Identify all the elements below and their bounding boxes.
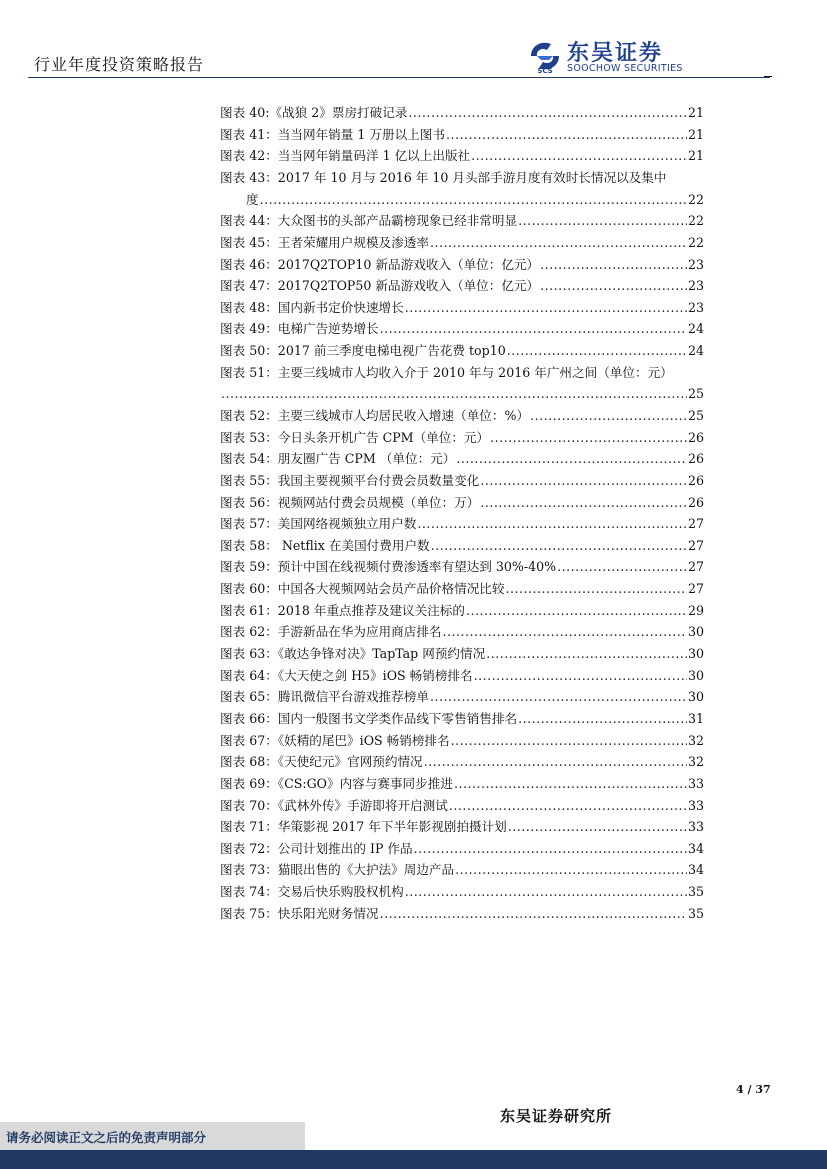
toc-entry-label: 图表 69：《CS:GO》内容与赛事同步推进 [220,775,453,791]
toc-entry-page: 21 [687,126,704,142]
report-type-title: 行业年度投资策略报告 [34,55,205,74]
toc-entry[interactable] [220,470,704,492]
toc-entry-page: 35 [687,905,704,921]
header-divider [28,77,770,78]
toc-entry-page: 30 [687,667,704,683]
toc-leader-dots [443,621,687,643]
toc-leader-dots [417,513,687,535]
toc-entry-label: 图表 58： Netflix 在美国付费用户数 [220,537,430,553]
toc-entry-page: 25 [687,386,704,402]
toc-leader-dots [431,535,687,557]
toc-entry-label: 图表 57：美国网络视频独立用户数 [220,516,417,532]
toc-entry[interactable] [220,665,704,687]
toc-entry-label: 图表 67：《妖精的尾巴》iOS 畅销榜排名 [220,732,450,748]
toc-leader-dots [260,189,687,211]
toc-entry[interactable] [220,903,704,925]
toc-entry-page: 21 [687,105,704,120]
toc-entry-label: 图表 53：今日头条开机广告 CPM（单位：元） [220,429,490,445]
toc-leader-dots [540,254,687,276]
toc-entry-page: 25 [687,408,704,423]
toc-entry-label: 图表 61：2018 年重点推荐及建议关注标的 [220,602,465,618]
toc-entry[interactable] [220,708,704,730]
toc-entry-label: 图表 42：当当网年销量码洋 1 亿以上出版社 [220,148,471,164]
toc-entry-label: 图表 65：腾讯微信平台游戏推荐榜单 [220,689,429,705]
toc-entry[interactable] [220,405,704,427]
toc-leader-dots [480,470,687,492]
toc-entry[interactable] [220,210,704,232]
toc-entry-page: 24 [687,321,704,337]
toc-leader-dots [414,838,687,860]
scs-logo-icon [527,38,563,74]
toc-entry[interactable] [220,730,704,752]
header-dash-mark [764,76,772,77]
toc-entry-label: 图表 48：国内新书定价快速增长 [220,299,404,315]
toc-entry[interactable] [220,773,704,795]
toc-entry-label: 图表 66：国内一般图书文学类作品线下零售销售排名 [220,710,518,726]
toc-entry-label-continued: 度 [246,191,259,207]
toc-entry-page: 21 [687,148,704,164]
toc-entry-label: 图表 46：2017Q2TOP10 新品游戏收入（单位：亿元） [220,256,540,272]
toc-entry-label: 图表 44：大众图书的头部产品霸榜现象已经非常明显 [220,213,518,229]
toc-leader-dots [490,427,687,449]
toc-entry[interactable] [220,600,704,622]
toc-leader-dots [518,210,687,232]
toc-leader-dots [430,232,687,254]
toc-entry-label: 图表 52：主要三线城市人均居民收入增速（单位：%） [220,408,530,423]
toc-entry[interactable] [220,751,704,773]
institute-name: 东吴证券研究所 [500,1107,613,1125]
toc-entry-page: 34 [687,862,704,878]
footer-disclaimer-text: 请务必阅读正文之后的免责声明部分 [6,1130,207,1145]
toc-leader-dots [451,730,687,752]
toc-leader-dots [480,492,687,514]
toc-entry[interactable] [220,275,704,297]
toc-leader-dots [405,881,687,903]
figure-table-of-contents [220,102,704,924]
toc-entry-label: 图表 62：手游新品在华为应用商店排名 [220,624,442,640]
toc-entry-label: 图表 55：我国主要视频平台付费会员数量变化 [220,472,480,488]
toc-entry-page: 23 [687,256,704,272]
toc-entry-label: 图表 47：2017Q2TOP50 新品游戏收入（单位：亿元） [220,278,540,294]
toc-entry-page: 26 [687,494,704,510]
toc-entry-label: 图表 51：主要三线城市人均收入介于 2010 年与 2016 年广州之间（单位：元） [220,364,673,380]
toc-leader-dots [221,383,687,405]
toc-entry-page: 26 [687,451,704,467]
toc-entry[interactable] [220,556,704,578]
toc-entry[interactable] [220,621,704,643]
toc-leader-dots [449,795,687,817]
toc-entry-page: 22 [687,191,704,207]
toc-entry-page: 33 [687,797,704,813]
toc-entry-page: 27 [687,537,704,553]
toc-entry-page: 23 [687,299,704,315]
toc-entry-page: 31 [687,710,704,726]
toc-leader-dots [471,145,687,167]
toc-entry-page: 33 [687,775,704,791]
toc-entry-page: 22 [687,213,704,229]
toc-leader-dots [408,102,687,124]
toc-entry[interactable] [220,643,704,665]
toc-entry-page: 27 [687,559,704,575]
toc-entry[interactable] [220,816,704,838]
toc-entry-label: 图表 74：交易后快乐购股权机构 [220,884,404,900]
toc-entry-page: 34 [687,840,704,856]
toc-entry[interactable] [220,513,704,535]
toc-entry-label: 图表 50：2017 前三季度电梯电视广告花费 top10 [220,343,506,359]
toc-leader-dots [466,600,687,622]
toc-leader-dots [486,643,687,665]
toc-entry-page: 35 [687,884,704,900]
toc-entry[interactable] [220,535,704,557]
toc-entry-page: 29 [687,602,704,618]
toc-entry-label: 图表 59：预计中国在线视频付费渗透率有望达到 30%-40% [220,559,557,575]
toc-entry-label: 图表 56：视频网站付费会员规模（单位：万） [220,494,480,510]
toc-entry[interactable] [220,124,704,146]
toc-leader-dots [474,665,687,687]
toc-entry-label: 图表 43：2017 年 10 月与 2016 年 10 月头部手游月度有效时长情况以及集中 [220,169,667,185]
toc-entry[interactable] [220,318,704,340]
toc-entry[interactable] [220,795,704,817]
toc-entry-label: 图表 49：电梯广告逆势增长 [220,321,379,337]
toc-leader-dots [405,297,687,319]
logo-mark-text: SCS [537,67,553,74]
toc-entry[interactable] [220,145,704,167]
toc-entry-page: 33 [687,819,704,835]
toc-entry-label: 图表 64：《大天使之剑 H5》iOS 畅销榜排名 [220,667,473,683]
toc-leader-dots [530,405,687,427]
toc-entry-page: 32 [687,732,704,748]
toc-leader-dots [518,708,687,730]
toc-entry[interactable] [220,232,704,254]
toc-entry-label: 图表 71：华策影视 2017 年下半年影视剧拍摄计划 [220,819,507,835]
toc-entry-page: 26 [687,472,704,488]
toc-entry-page: 23 [687,278,704,294]
toc-entry[interactable] [220,881,704,903]
toc-leader-dots [430,686,687,708]
toc-leader-dots [424,751,687,773]
toc-entry-label: 图表 63：《敢达争锋对决》TapTap 网预约情况 [220,646,486,662]
toc-entry-page: 27 [687,581,704,597]
toc-leader-dots [446,124,687,146]
toc-entry[interactable] [220,297,704,319]
toc-entry[interactable] [220,492,704,514]
toc-entry-label: 图表 60：中国各大视频网站会员产品价格情况比较 [220,581,505,597]
toc-leader-dots [507,340,687,362]
toc-leader-dots [455,859,687,881]
toc-entry[interactable] [220,167,704,210]
toc-entry-page: 30 [687,624,704,640]
page-number: 4 / 37 [736,1083,771,1096]
toc-entry-label: 图表 70：《武林外传》手游即将开启测试 [220,797,448,813]
toc-entry-label: 图表 41：当当网年销量 1 万册以上图书 [220,126,445,142]
toc-entry-page: 32 [687,754,704,770]
company-logo [527,38,697,76]
toc-entry[interactable] [220,427,704,449]
logo-chinese-name: 东吴证券 [567,41,664,66]
toc-entry-label: 图表 72：公司计划推出的 IP 作品 [220,840,413,856]
toc-entry[interactable] [220,102,704,124]
toc-leader-dots [454,773,687,795]
toc-entry-label: 图表 54：朋友圈广告 CPM （单位：元） [220,451,456,467]
toc-entry[interactable] [220,686,704,708]
toc-entry[interactable] [220,578,704,600]
toc-entry-label: 图表 68：《天使纪元》官网预约情况 [220,754,423,770]
toc-entry-page: 30 [687,689,704,705]
toc-leader-dots [508,816,687,838]
toc-entry[interactable] [220,838,704,860]
toc-leader-dots [557,556,687,578]
footer-strip [0,1150,827,1169]
toc-entry-page: 30 [687,646,704,662]
toc-leader-dots [380,318,687,340]
toc-leader-dots [456,448,687,470]
toc-entry-label: 图表 45：王者荣耀用户规模及渗透率 [220,234,429,250]
logo-english-name: SOOCHOW SECURITIES [567,63,683,74]
toc-entry-page: 26 [687,429,704,445]
toc-entry-label: 图表 75：快乐阳光财务情况 [220,905,379,921]
toc-entry-page: 24 [687,343,704,359]
toc-leader-dots [506,578,687,600]
toc-entry[interactable] [220,448,704,470]
toc-entry-page: 22 [687,234,704,250]
toc-entry[interactable] [220,362,704,405]
toc-entry-label: 图表 73：猫眼出售的《大护法》周边产品 [220,862,455,878]
toc-entry[interactable] [220,254,704,276]
toc-entry[interactable] [220,340,704,362]
toc-leader-dots [540,275,687,297]
toc-entry[interactable] [220,859,704,881]
toc-leader-dots [380,903,687,925]
toc-entry-page: 27 [687,516,704,532]
toc-entry-label: 图表 40:《战狼 2》票房打破记录 [220,105,408,120]
